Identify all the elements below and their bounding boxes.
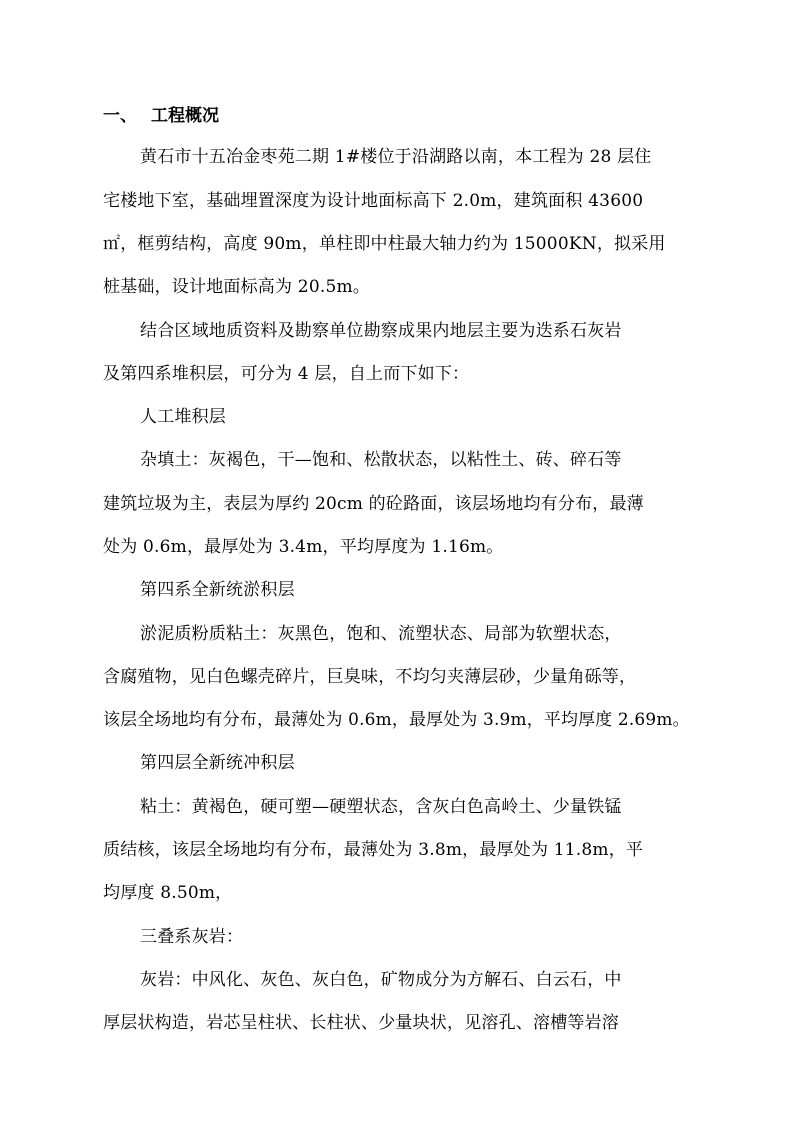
layer-heading: 人工堆积层: [140, 407, 226, 427]
body-line: 淤泥质粉质粘土：灰黑色，饱和、流塑状态、局部为软塑状态，: [140, 624, 622, 644]
body-line: 杂填土：灰褐色，干—饱和、松散状态，以粘性土、砖、碎石等: [140, 450, 622, 470]
layer-heading: 三叠系灰岩：: [140, 927, 244, 947]
body-line: 粘土：黄褐色，硬可塑—硬塑状态，含灰白色高岭土、少量铁锰: [140, 797, 622, 817]
body-line: 处为 0.6m，最厚处为 3.4m，平均厚度为 1.16m。: [103, 537, 504, 557]
section-title: 工程概况: [151, 106, 219, 126]
body-line: 及第四系堆积层，可分为 4 层，自上而下如下：: [103, 364, 470, 384]
body-line: 黄石市十五冶金枣苑二期 1#楼位于沿湖路以南，本工程为 28 层住: [140, 147, 652, 167]
body-line: 宅楼地下室，基础埋置深度为设计地面标高下 2.0m，建筑面积 43600: [103, 191, 644, 211]
section-heading: [103, 104, 219, 128]
body-line: 建筑垃圾为主，表层为厚约 20cm 的砼路面，该层场地均有分布，最薄: [103, 494, 644, 514]
body-line: 桩基础，设计地面标高为 20.5m。: [103, 277, 370, 297]
body-line: 厚层状构造，岩芯呈柱状、长柱状、少量块状，见溶孔、溶槽等岩溶: [103, 1013, 619, 1033]
section-number: 一、: [103, 106, 137, 126]
layer-heading: 第四系全新统淤积层: [140, 580, 295, 600]
body-line: 灰岩：中风化、灰色、灰白色，矿物成分为方解石、白云石，中: [140, 970, 622, 990]
body-line: 均厚度 8.50m，: [103, 883, 233, 903]
body-line: 质结核，该层全场地均有分布，最薄处为 3.8m，最厚处为 11.8m，平: [103, 840, 644, 860]
layer-heading: 第四层全新统冲积层: [140, 753, 295, 773]
body-line: 该层全场地均有分布，最薄处为 0.6m，最厚处为 3.9m，平均厚度 2.69m。: [103, 710, 690, 730]
body-line: 结合区域地质资料及勘察单位勘察成果内地层主要为迭系石灰岩: [140, 321, 622, 341]
body-line: ㎡，框剪结构，高度 90m，单柱即中柱最大轴力约为 15000KN，拟采用: [103, 234, 666, 254]
body-line: 含腐殖物，见白色螺壳碎片，巨臭味，不均匀夹薄层砂，少量角砾等，: [103, 667, 637, 687]
